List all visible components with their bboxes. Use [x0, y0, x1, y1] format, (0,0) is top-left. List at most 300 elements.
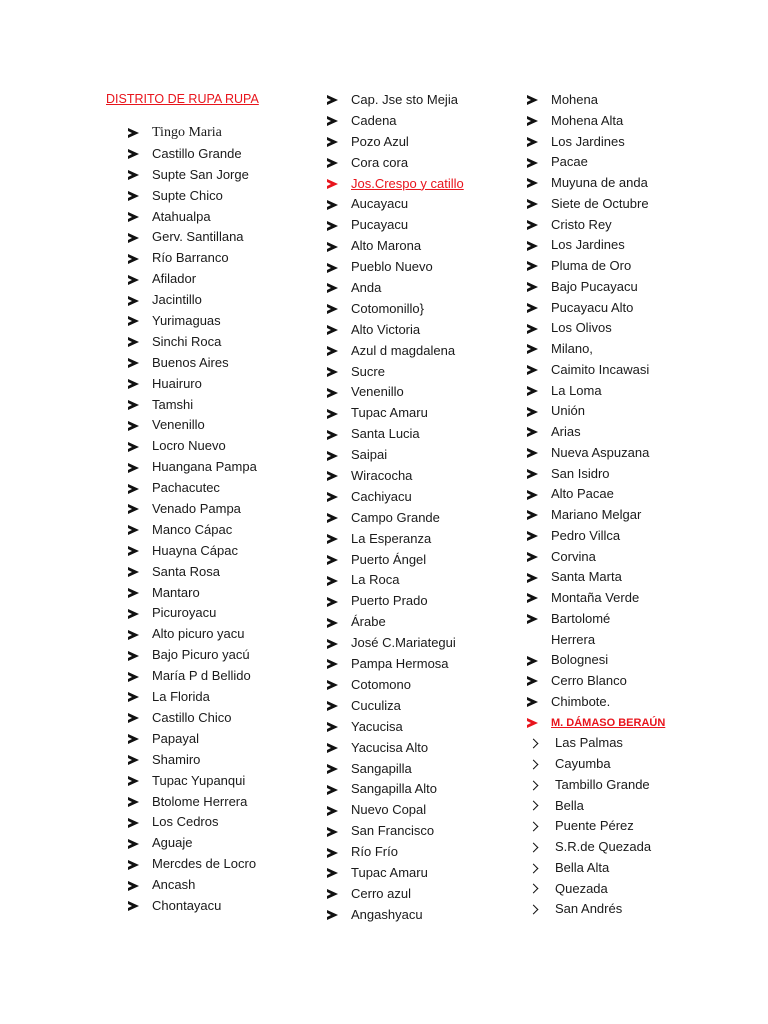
- arrow-bullet-icon: [327, 597, 338, 607]
- locality-name: Aucayacu: [351, 196, 409, 212]
- locality-name: Bella: [555, 797, 584, 813]
- list-item: [527, 194, 665, 215]
- arrow-bullet-icon: [527, 178, 538, 188]
- locality-name: Arias: [551, 424, 581, 439]
- list-item: [527, 90, 665, 111]
- arrow-bullet-icon: [128, 567, 139, 577]
- list-item: [527, 609, 665, 630]
- list-item: [527, 567, 665, 588]
- locality-name: Yacucisa Alto: [351, 739, 429, 755]
- arrow-bullet-icon: [527, 656, 538, 666]
- list-item: [527, 360, 665, 381]
- arrow-bullet-icon: [527, 241, 538, 251]
- locality-name: Pucayacu: [351, 217, 409, 233]
- arrow-bullet-icon: [327, 848, 338, 858]
- list-item: [527, 733, 665, 754]
- list-item: [128, 415, 257, 436]
- locality-name: Pucayacu Alto: [551, 299, 634, 315]
- arrow-bullet-icon: [128, 630, 139, 640]
- arrow-bullet-icon: [527, 137, 538, 147]
- locality-name: Angashyacu: [351, 906, 423, 922]
- arrow-bullet-icon: [128, 776, 139, 786]
- list-item: [128, 603, 257, 624]
- locality-name: Los Olivos: [551, 320, 612, 336]
- list-item: [527, 298, 665, 319]
- list-item: [527, 692, 665, 713]
- locality-name: Shamiro: [152, 751, 201, 767]
- locality-name: San Isidro: [551, 465, 610, 481]
- list-item: [128, 353, 257, 374]
- locality-name: Milano,: [551, 341, 593, 356]
- list-item: [128, 624, 257, 645]
- list-item: [327, 362, 464, 383]
- list-item: [527, 256, 665, 277]
- locality-name: Jacintillo: [152, 292, 202, 308]
- list-item: [128, 478, 257, 499]
- list-item: [527, 318, 665, 339]
- locality-name: Azul d magdalena: [351, 342, 456, 358]
- locality-name: Mariano Melgar: [551, 507, 642, 522]
- list-item: [527, 235, 665, 256]
- chevron-bullet-icon: [529, 884, 539, 894]
- locality-name: Papayal: [152, 730, 199, 746]
- locality-name: Btolome Herrera: [152, 793, 248, 809]
- list-item: [527, 443, 665, 464]
- list-item: [327, 508, 464, 529]
- locality-name: Supte Chico: [152, 187, 223, 203]
- arrow-bullet-icon: [327, 263, 338, 273]
- arrow-bullet-icon: [327, 221, 338, 231]
- list-item: [327, 215, 464, 236]
- locality-name: Alto Marona: [351, 238, 422, 254]
- arrow-bullet-icon: [527, 427, 538, 437]
- list-item: [527, 526, 665, 547]
- arrow-bullet-icon: [128, 860, 139, 870]
- list-item: [128, 792, 257, 813]
- list-item: [327, 717, 464, 738]
- locality-name: Tupac Amaru: [351, 864, 428, 880]
- list-item: [128, 708, 257, 729]
- locality-name: Saipai: [351, 447, 388, 463]
- arrow-bullet-icon: [527, 573, 538, 583]
- list-item: [327, 759, 464, 780]
- arrow-bullet-icon: [527, 324, 538, 334]
- list-item: [128, 729, 257, 750]
- locality-name: La Esperanza: [351, 530, 432, 546]
- list-item: [128, 269, 257, 290]
- locality-name: Santa Rosa: [152, 563, 220, 579]
- list-item: [128, 311, 257, 332]
- arrow-bullet-icon: [128, 421, 139, 431]
- arrow-bullet-icon: [327, 534, 338, 544]
- arrow-bullet-icon: [527, 386, 538, 396]
- list-item: [128, 436, 257, 457]
- arrow-bullet-icon: [327, 555, 338, 565]
- locality-name: Picuroyacu: [152, 605, 217, 621]
- locality-name: Montaña Verde: [551, 590, 640, 605]
- list-item: [527, 111, 665, 132]
- subheading-item: [527, 713, 665, 734]
- list-item: [128, 227, 257, 248]
- locality-name: Tupac Yupanqui: [152, 772, 246, 788]
- chevron-bullet-icon: [529, 863, 539, 873]
- locality-name: Venado Pampa: [152, 501, 241, 517]
- list-item: [527, 381, 665, 402]
- locality-name: Los Jardines: [551, 133, 625, 149]
- arrow-bullet-icon: [527, 116, 538, 126]
- arrow-bullet-icon: [327, 722, 338, 732]
- locality-name: Cachiyacu: [351, 488, 412, 504]
- locality-name: Cerro Blanco: [551, 673, 627, 688]
- locality-name: Castillo Grande: [152, 145, 242, 161]
- list-item: [327, 257, 464, 278]
- list-item: [527, 650, 665, 671]
- list-item: [128, 583, 257, 604]
- list-item: [527, 464, 665, 485]
- locality-name: Yurimaguas: [152, 313, 221, 329]
- locality-name: Atahualpa: [152, 208, 211, 224]
- list-item: [128, 332, 257, 353]
- arrow-bullet-icon: [327, 868, 338, 878]
- locality-name: La Roca: [351, 572, 400, 588]
- list-item: [128, 248, 257, 269]
- list-item: [327, 884, 464, 905]
- arrow-bullet-icon: [327, 346, 338, 356]
- arrow-bullet-icon: [128, 233, 139, 243]
- arrow-bullet-icon: [327, 179, 338, 189]
- locality-list-2: [327, 90, 464, 926]
- list-item: [327, 132, 464, 153]
- list-item: [128, 499, 257, 520]
- locality-name: Mantaro: [152, 584, 200, 600]
- arrow-bullet-icon: [327, 513, 338, 523]
- locality-name: Gerv. Santillana: [152, 229, 244, 245]
- locality-list-1: [128, 123, 257, 917]
- locality-list-3: [527, 90, 665, 920]
- arrow-bullet-icon: [128, 546, 139, 556]
- list-item: [327, 800, 464, 821]
- arrow-bullet-icon: [327, 701, 338, 711]
- list-item: [327, 550, 464, 571]
- locality-name: Pampa Hermosa: [351, 656, 449, 672]
- arrow-bullet-icon: [527, 676, 538, 686]
- locality-name: Mercdes de Locro: [152, 856, 257, 872]
- locality-name: Tingo Maria: [152, 125, 222, 140]
- locality-name: Mohena Alta: [551, 112, 624, 128]
- list-item: [327, 487, 464, 508]
- locality-name: Santa Marta: [551, 569, 622, 585]
- arrow-bullet-icon: [128, 463, 139, 473]
- chevron-bullet-icon: [529, 780, 539, 790]
- locality-name: La Florida: [152, 689, 210, 705]
- list-item: [327, 320, 464, 341]
- locality-name: Wiracocha: [351, 468, 413, 484]
- list-item: [327, 675, 464, 696]
- arrow-bullet-icon: [327, 242, 338, 252]
- arrow-bullet-icon: [327, 618, 338, 628]
- arrow-bullet-icon: [128, 692, 139, 702]
- list-item: [128, 562, 257, 583]
- arrow-bullet-icon: [327, 95, 338, 105]
- locality-name: Sangapilla Alto: [351, 781, 438, 797]
- list-item: [128, 165, 257, 186]
- arrow-bullet-icon: [327, 659, 338, 669]
- list-item: [327, 403, 464, 424]
- list-item: [527, 879, 665, 900]
- list-item: [327, 696, 464, 717]
- arrow-bullet-icon: [128, 901, 139, 911]
- locality-name: Chontayacu: [152, 897, 222, 913]
- locality-name: Huangana Pampa: [152, 459, 257, 475]
- list-item: [128, 812, 257, 833]
- chevron-bullet-icon: [529, 801, 539, 811]
- list-item: [527, 588, 665, 609]
- list-item: [128, 666, 257, 687]
- arrow-bullet-icon: [327, 430, 338, 440]
- arrow-bullet-icon: [527, 510, 538, 520]
- list-item: [327, 612, 464, 633]
- locality-name: Cotomonillo}: [351, 300, 424, 316]
- locality-name: Corvina: [551, 548, 596, 564]
- locality-name: Puerto Ángel: [351, 551, 427, 567]
- list-item: [128, 541, 257, 562]
- arrow-bullet-icon: [128, 191, 139, 201]
- list-item: [527, 339, 665, 360]
- arrow-bullet-icon: [327, 367, 338, 377]
- arrow-bullet-icon: [327, 325, 338, 335]
- chevron-bullet-icon: [529, 759, 539, 769]
- locality-name: Unión: [551, 403, 585, 419]
- list-item: [527, 277, 665, 298]
- arrow-bullet-icon: [128, 379, 139, 389]
- locality-name: Campo Grande: [351, 509, 440, 525]
- arrow-bullet-icon: [527, 199, 538, 209]
- locality-name: Pueblo Nuevo: [351, 259, 433, 275]
- locality-name: Pacae: [551, 154, 588, 170]
- arrow-bullet-icon: [327, 743, 338, 753]
- list-item: [327, 174, 464, 195]
- list-item: [327, 863, 464, 884]
- list-item: [527, 837, 665, 858]
- list-item: [128, 457, 257, 478]
- locality-name: Quezada: [555, 880, 608, 896]
- locality-name: Árabe: [351, 614, 386, 630]
- arrow-bullet-icon: [128, 881, 139, 891]
- arrow-bullet-icon: [128, 588, 139, 598]
- locality-name: Tamshi: [152, 396, 194, 412]
- list-item: [527, 505, 665, 526]
- locality-name: Las Palmas: [555, 735, 623, 751]
- list-item: [527, 422, 665, 443]
- list-item: [128, 186, 257, 207]
- locality-name: Chimbote.: [551, 693, 611, 709]
- chevron-bullet-icon: [529, 739, 539, 749]
- list-item: [527, 132, 665, 153]
- arrow-bullet-icon: [128, 358, 139, 368]
- locality-name: Manco Cápac: [152, 521, 233, 537]
- chevron-bullet-icon: [529, 905, 539, 915]
- arrow-bullet-icon: [128, 525, 139, 535]
- locality-name: Cristo Rey: [551, 216, 612, 232]
- list-item: [128, 771, 257, 792]
- locality-name: Los Cedros: [152, 814, 219, 830]
- list-item: [527, 858, 665, 879]
- locality-name: Bella Alta: [555, 859, 610, 875]
- arrow-bullet-icon: [128, 170, 139, 180]
- arrow-bullet-icon: [128, 337, 139, 347]
- list-item: [327, 299, 464, 320]
- arrow-bullet-icon: [128, 609, 139, 619]
- arrow-bullet-icon: [327, 785, 338, 795]
- list-item: [128, 395, 257, 416]
- arrow-bullet-icon: [327, 806, 338, 816]
- locality-name: Cap. Jse sto Mejia: [351, 92, 458, 107]
- arrow-bullet-icon: [527, 365, 538, 375]
- arrow-bullet-icon: [128, 818, 139, 828]
- arrow-bullet-icon: [128, 296, 139, 306]
- locality-name: Buenos Aires: [152, 354, 229, 370]
- list-item: [327, 424, 464, 445]
- locality-name: Tupac Amaru: [351, 405, 428, 421]
- list-item: [327, 591, 464, 612]
- arrow-bullet-icon: [527, 303, 538, 313]
- locality-name: Herrera: [551, 631, 596, 647]
- list-item: [327, 779, 464, 800]
- list-item: [527, 215, 665, 236]
- arrow-bullet-icon: [128, 442, 139, 452]
- list-item: [327, 529, 464, 550]
- locality-name: Cayumba: [555, 756, 611, 771]
- list-item: [128, 144, 257, 165]
- arrow-bullet-icon: [128, 212, 139, 222]
- arrow-bullet-icon: [327, 910, 338, 920]
- arrow-bullet-icon: [327, 680, 338, 690]
- locality-name: Los Jardines: [551, 237, 625, 253]
- list-item: [327, 821, 464, 842]
- locality-name: Castillo Chico: [152, 709, 232, 725]
- list-item: [128, 520, 257, 541]
- locality-name: Huairuro: [152, 375, 202, 391]
- locality-name: Bartolomé: [551, 610, 611, 626]
- locality-name: Puerto Prado: [351, 593, 428, 609]
- list-item: [128, 833, 257, 854]
- arrow-bullet-icon: [327, 889, 338, 899]
- locality-name: Cadena: [351, 112, 397, 128]
- locality-name: Yacucisa: [351, 718, 403, 734]
- locality-name: Pedro Villca: [551, 527, 621, 543]
- arrow-bullet-icon: [128, 316, 139, 326]
- arrow-bullet-icon: [527, 490, 538, 500]
- arrow-bullet-icon: [128, 797, 139, 807]
- list-item: [327, 570, 464, 591]
- locality-name: S.R.de Quezada: [555, 839, 652, 854]
- arrow-bullet-icon: [527, 697, 538, 707]
- list-item: [327, 194, 464, 215]
- list-item: [327, 382, 464, 403]
- locality-name: Sinchi Roca: [152, 333, 222, 349]
- locality-name: Locro Nuevo: [152, 438, 226, 454]
- list-item: [527, 754, 665, 775]
- list-item: [327, 111, 464, 132]
- list-item: [128, 854, 257, 875]
- list-item: [327, 738, 464, 759]
- locality-name: Sucre: [351, 363, 385, 379]
- district-heading: DISTRITO DE RUPA RUPA: [106, 92, 259, 106]
- arrow-bullet-icon: [327, 639, 338, 649]
- arrow-bullet-icon: [327, 764, 338, 774]
- arrow-bullet-icon: [128, 651, 139, 661]
- locality-name: Bolognesi: [551, 652, 609, 668]
- arrow-bullet-icon: [527, 282, 538, 292]
- arrow-bullet-icon: [128, 484, 139, 494]
- locality-name: Ancash: [152, 877, 196, 893]
- list-item: [527, 173, 665, 194]
- arrow-bullet-icon: [128, 734, 139, 744]
- chevron-bullet-icon: [529, 822, 539, 832]
- arrow-bullet-icon: [128, 128, 139, 138]
- locality-name: Alto Victoria: [351, 321, 421, 337]
- chevron-bullet-icon: [529, 842, 539, 852]
- locality-name: Pozo Azul: [351, 133, 409, 149]
- locality-name: Cerro azul: [351, 885, 411, 901]
- arrow-bullet-icon: [527, 220, 538, 230]
- locality-name: Cotomono: [351, 676, 411, 692]
- list-item: [327, 90, 464, 111]
- arrow-bullet-icon: [128, 713, 139, 723]
- list-item: [327, 633, 464, 654]
- locality-name: Caimito Incawasi: [551, 361, 650, 377]
- arrow-bullet-icon: [327, 283, 338, 293]
- arrow-bullet-icon: [128, 400, 139, 410]
- locality-name: María P d Bellido: [152, 668, 251, 684]
- arrow-bullet-icon: [128, 504, 139, 514]
- arrow-bullet-icon: [527, 469, 538, 479]
- arrow-bullet-icon: [327, 116, 338, 126]
- list-item: [527, 899, 665, 920]
- arrow-bullet-icon: [527, 407, 538, 417]
- locality-name: Nuevo Copal: [351, 802, 427, 818]
- list-item: [327, 153, 464, 174]
- arrow-bullet-icon: [527, 261, 538, 271]
- list-item: [128, 123, 257, 144]
- arrow-bullet-icon: [327, 471, 338, 481]
- list-item: [128, 750, 257, 771]
- locality-name: Cuculiza: [351, 697, 401, 713]
- list-item: [327, 341, 464, 362]
- arrow-bullet-icon: [527, 614, 538, 624]
- list-item: [527, 401, 665, 422]
- arrow-bullet-icon: [128, 254, 139, 264]
- locality-name: M. DÁMASO BERAÚN: [551, 716, 666, 729]
- list-item: [527, 152, 665, 173]
- locality-name: Tambillo Grande: [555, 776, 650, 792]
- arrow-bullet-icon: [128, 275, 139, 285]
- locality-name: Supte San Jorge: [152, 166, 249, 182]
- arrow-bullet-icon: [527, 593, 538, 603]
- list-item: [527, 775, 665, 796]
- arrow-bullet-icon: [527, 344, 538, 354]
- locality-name: La Loma: [551, 382, 602, 398]
- locality-name: Mohena: [551, 92, 598, 107]
- locality-name: Río Frío: [351, 844, 398, 860]
- list-item: [327, 654, 464, 675]
- locality-name: Jos.Crespo y catillo: [351, 175, 464, 191]
- locality-name: Bajo Picuro yacú: [152, 647, 250, 663]
- list-item: [527, 796, 665, 817]
- list-item: [527, 484, 665, 505]
- arrow-bullet-icon: [327, 451, 338, 461]
- list-item: [128, 645, 257, 666]
